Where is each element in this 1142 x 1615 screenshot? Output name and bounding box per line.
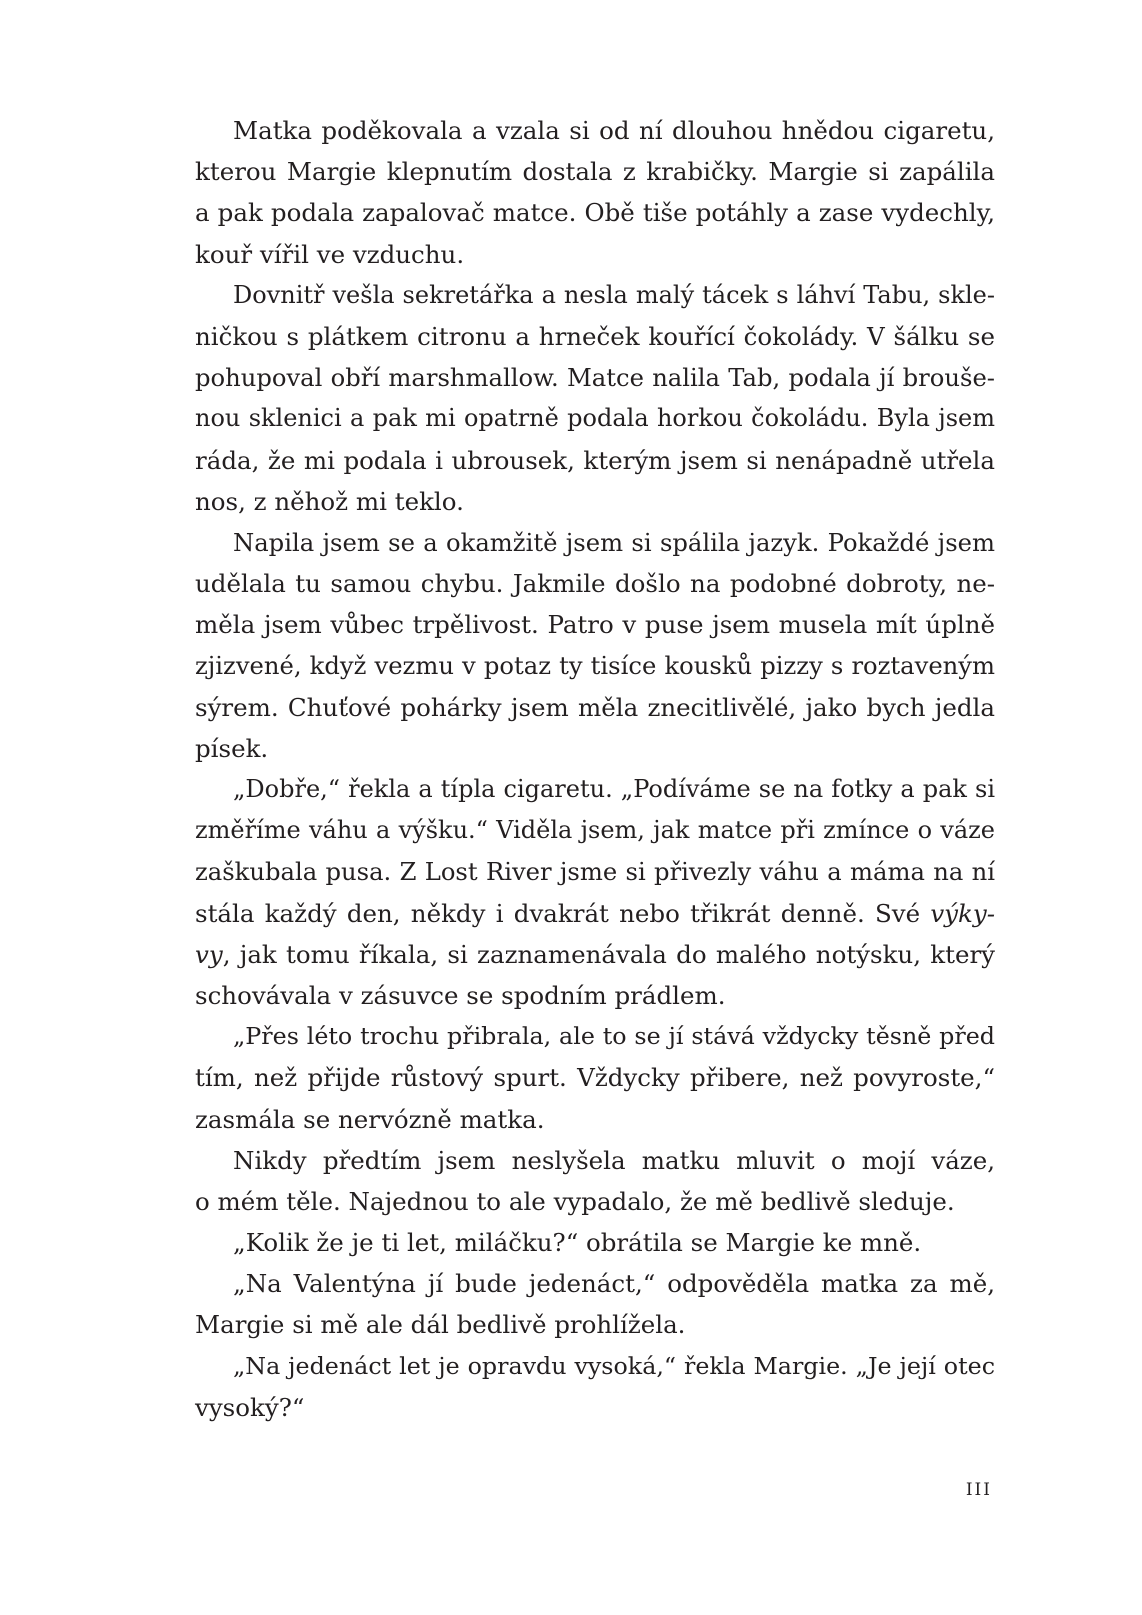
text-line: zaškubala pusa. Z Lost River jsme si přivezly váhu a máma na ní: [195, 857, 995, 887]
paragraph: [195, 1222, 995, 1263]
text-line: zasmála se nervózně matka.: [195, 1104, 545, 1134]
paragraph: [195, 1016, 995, 1140]
page-number: III: [965, 1480, 992, 1500]
text-line: písek.: [195, 733, 269, 763]
text-line: změříme váhu a výšku.“ Viděla jsem, jak matce při zmínce o váze: [195, 816, 995, 845]
text-line: o mém těle. Najednou to ale vypadalo, že mě bedlivě sleduje.: [195, 1186, 955, 1216]
text-line: Nikdy předtím jsem neslyšela matku mluvit o mojí váze,: [233, 1145, 995, 1175]
text-line: vy, jak tomu říkala, si zaznamenávala do malého notýsku, který: [195, 939, 995, 969]
text-line: udělala tu samou chybu. Jakmile došlo na podobné dobroty, ne-: [195, 569, 995, 599]
text-line: nos, z něhož mi teklo.: [195, 486, 464, 516]
text-line: „Na Valentýna jí bude jedenáct,“ odpověděla matka za mě,: [233, 1269, 995, 1299]
text-line: Napila jsem se a okamžitě jsem si spálila jazyk. Pokaždé jsem: [233, 527, 995, 557]
text-line: schovávala v zásuvce se spodním prádlem.: [195, 980, 726, 1010]
paragraph: [195, 110, 995, 275]
text-line: kterou Margie klepnutím dostala z krabičky. Margie si zapálila: [195, 157, 995, 187]
text-line: stála každý den, někdy i dvakrát nebo třikrát denně. Své výky-: [195, 898, 995, 928]
paragraph: [195, 1346, 995, 1428]
text-line: a pak podala zapalovač matce. Obě tiše potáhly a zase vydechly,: [195, 198, 995, 228]
text-line: měla jsem vůbec trpělivost. Patro v puse jsem musela mít úplně: [195, 610, 995, 640]
body-text: [195, 110, 995, 1428]
text-line: kouř vířil ve vzduchu.: [195, 239, 465, 269]
text-line: vysoký?“: [195, 1392, 305, 1422]
text-line: ničkou s plátkem citronu a hrneček kouřící čokolády. V šálku se: [195, 321, 995, 351]
text-line: sýrem. Chuťové pohárky jsem měla znecitlivělé, jako bych jedla: [195, 692, 995, 722]
paragraph: [195, 275, 995, 522]
paragraph: [195, 769, 995, 1016]
text-line: zjizvené, když vezmu v potaz ty tisíce kousků pizzy s roztaveným: [195, 651, 995, 681]
text-line: pohupoval obří marshmallow. Matce nalila Tab, podala jí brouše-: [195, 363, 995, 393]
text-line: Dovnitř vešla sekretářka a nesla malý tácek s láhví Tabu, skle-: [233, 280, 995, 309]
paragraph: [195, 1263, 995, 1345]
paragraph: [195, 1140, 995, 1222]
text-line: Margie si mě ale dál bedlivě prohlížela.: [195, 1310, 686, 1340]
text-line: „Kolik že je ti let, miláčku?“ obrátila se Margie ke mně.: [233, 1228, 922, 1258]
text-line: „Přes léto trochu přibrala, ale to se jí stává vždycky těsně před: [233, 1022, 995, 1051]
text-line: tím, než přijde růstový spurt. Vždycky přibere, než povyroste,“: [195, 1063, 995, 1093]
text-line: ráda, že mi podala i ubrousek, kterým jsem si nenápadně utřela: [195, 445, 995, 475]
text-line: nou sklenici a pak mi opatrně podala horkou čokoládu. Byla jsem: [195, 404, 995, 433]
text-line: „Dobře,“ řekla a típla cigaretu. „Podíváme se na fotky a pak si: [233, 775, 995, 803]
text-line: Matka poděkovala a vzala si od ní dlouhou hnědou cigaretu,: [233, 116, 995, 145]
text-line: „Na jedenáct let je opravdu vysoká,“ řekla Margie. „Je její otec: [233, 1351, 995, 1380]
paragraph: [195, 522, 995, 769]
